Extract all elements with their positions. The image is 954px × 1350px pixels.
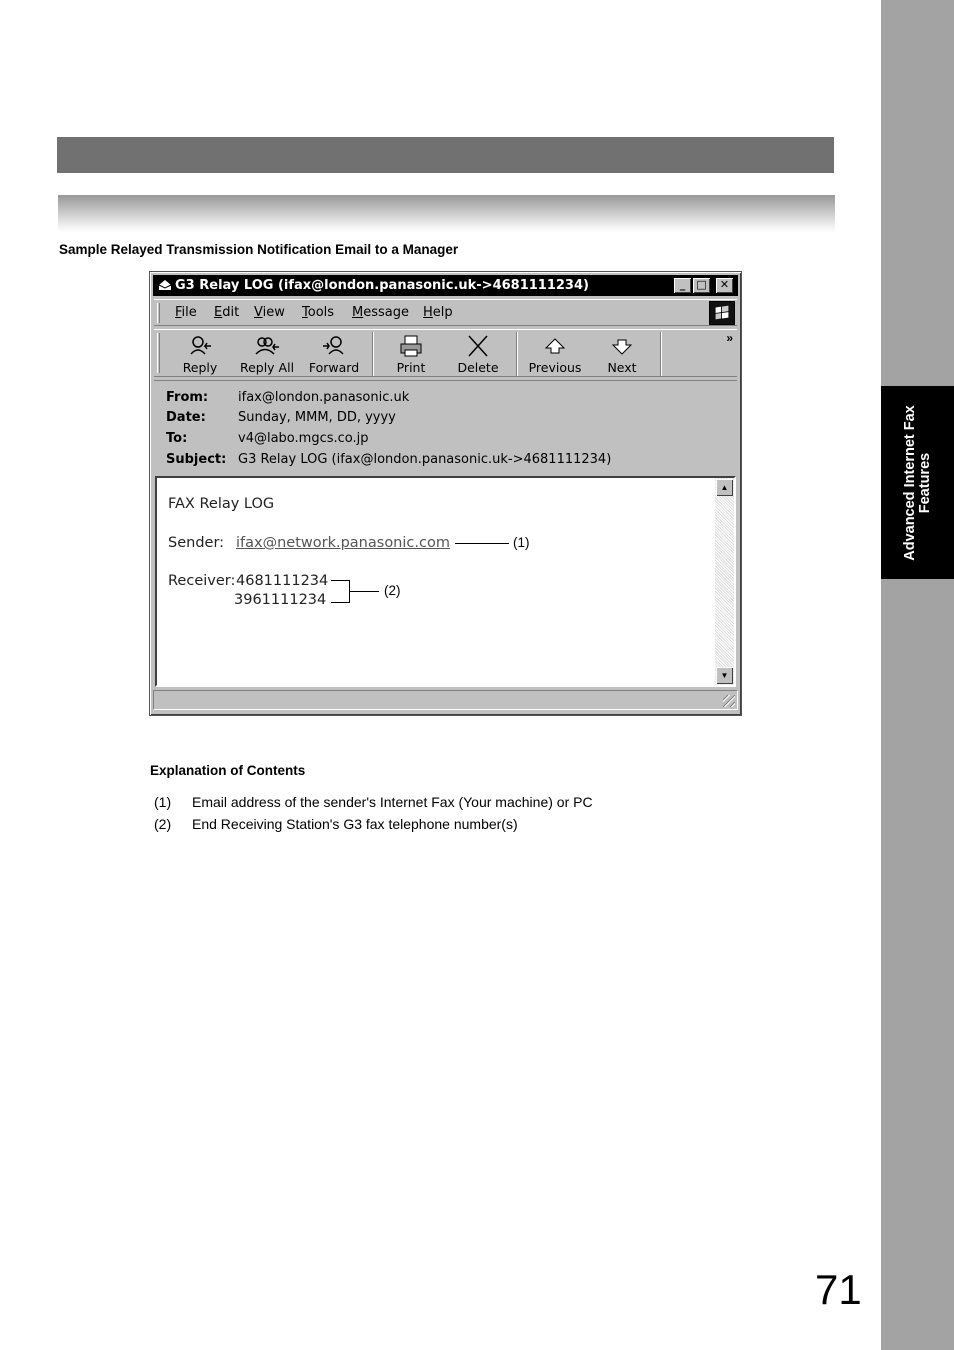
next-button[interactable] bbox=[587, 332, 657, 376]
section-tab bbox=[881, 386, 954, 579]
toolbar bbox=[154, 329, 737, 377]
vertical-scrollbar[interactable] bbox=[715, 478, 734, 685]
from-label: From: bbox=[166, 390, 209, 405]
receiver-number-1: 4681111234 bbox=[236, 573, 329, 589]
sender-label: Sender: bbox=[168, 535, 225, 551]
callout-1-line bbox=[455, 543, 509, 544]
callout-1: (1) bbox=[513, 535, 530, 550]
minimize-button[interactable]: _ bbox=[674, 278, 691, 293]
email-window bbox=[149, 271, 742, 716]
toolbar-separator bbox=[372, 332, 374, 376]
delete-button[interactable] bbox=[443, 332, 513, 376]
menu-view[interactable]: View bbox=[254, 305, 285, 320]
delete-label: Delete bbox=[457, 360, 499, 375]
receiver-number-2: 3961111234 bbox=[234, 592, 327, 608]
menu-grip bbox=[157, 303, 160, 323]
printer-icon bbox=[398, 334, 424, 358]
forward-button[interactable] bbox=[299, 332, 369, 376]
explanation-text: Email address of the sender's Internet Fax (Your machine) or PC bbox=[192, 794, 593, 810]
to-value: v4@labo.mgcs.co.jp bbox=[238, 431, 369, 446]
previous-label: Previous bbox=[528, 360, 582, 375]
subject-label: Subject: bbox=[166, 452, 227, 467]
header-bar bbox=[57, 137, 834, 173]
forward-icon bbox=[321, 334, 347, 358]
callout-2-bracket-bottom bbox=[331, 602, 350, 603]
explanation-text: End Receiving Station's G3 fax telephone number(s) bbox=[192, 816, 518, 832]
reply-all-label: Reply All bbox=[239, 360, 295, 375]
message-body[interactable] bbox=[155, 476, 736, 687]
menu-help[interactable]: Help bbox=[423, 305, 453, 320]
previous-button[interactable] bbox=[520, 332, 590, 376]
page-number: 71 bbox=[815, 1266, 862, 1313]
up-arrow-icon bbox=[542, 334, 568, 358]
down-arrow-icon bbox=[609, 334, 635, 358]
menu-message[interactable]: Message bbox=[352, 305, 409, 320]
delete-x-icon bbox=[465, 334, 491, 358]
message-headers bbox=[154, 380, 737, 474]
print-label: Print bbox=[396, 360, 426, 375]
explanation-number: (1) bbox=[154, 794, 172, 810]
resize-grip-icon[interactable] bbox=[723, 695, 735, 707]
callout-2-line bbox=[349, 591, 379, 592]
windows-flag-icon bbox=[710, 302, 734, 324]
window-titlebar bbox=[153, 275, 738, 296]
date-label: Date: bbox=[166, 410, 206, 425]
explanation-item bbox=[154, 794, 593, 810]
from-row bbox=[166, 390, 409, 405]
date-row bbox=[166, 410, 396, 425]
reply-icon bbox=[187, 334, 213, 358]
maximize-button[interactable]: □ bbox=[693, 278, 710, 293]
menu-tools[interactable]: Tools bbox=[302, 305, 335, 320]
subheader-bar bbox=[58, 195, 835, 233]
print-button[interactable] bbox=[376, 332, 446, 376]
menu-file[interactable]: File bbox=[175, 305, 197, 320]
status-bar bbox=[153, 690, 738, 710]
explanation-number: (2) bbox=[154, 816, 172, 832]
to-label: To: bbox=[166, 431, 188, 446]
windows-logo-icon bbox=[709, 301, 735, 325]
menu-edit[interactable]: Edit bbox=[214, 305, 240, 320]
sender-email-link[interactable]: ifax@network.panasonic.com bbox=[236, 535, 450, 551]
reply-all-icon bbox=[254, 334, 280, 358]
reply-label: Reply bbox=[182, 360, 218, 375]
to-row bbox=[166, 431, 369, 446]
toolbar-separator bbox=[660, 332, 662, 376]
subject-value: G3 Relay LOG (ifax@london.panasonic.uk->4681111234) bbox=[238, 452, 612, 467]
body-heading: FAX Relay LOG bbox=[168, 496, 275, 512]
scroll-up-arrow-icon[interactable]: ▲ bbox=[716, 479, 733, 496]
section-tab-label: Advanced Internet Fax Features bbox=[901, 404, 933, 561]
menu-bar bbox=[154, 299, 737, 326]
subject-row bbox=[166, 452, 611, 467]
explanation-item bbox=[154, 816, 518, 832]
figure-caption: Sample Relayed Transmission Notification Email to a Manager bbox=[59, 242, 459, 257]
scroll-down-arrow-icon[interactable]: ▼ bbox=[716, 667, 733, 684]
callout-2-bracket-top bbox=[331, 580, 350, 581]
window-title: G3 Relay LOG (ifax@london.panasonic.uk->4681111234) bbox=[175, 278, 589, 293]
envelope-icon bbox=[158, 279, 172, 291]
close-button[interactable]: ✕ bbox=[716, 278, 733, 293]
forward-label: Forward bbox=[308, 360, 360, 375]
from-value: ifax@london.panasonic.uk bbox=[238, 390, 410, 405]
reply-button[interactable] bbox=[165, 332, 235, 376]
date-value: Sunday, MMM, DD, yyyy bbox=[238, 410, 396, 425]
next-label: Next bbox=[607, 360, 637, 375]
side-strip bbox=[881, 0, 954, 1350]
explanation-heading: Explanation of Contents bbox=[150, 763, 306, 778]
callout-2: (2) bbox=[384, 583, 401, 598]
receiver-label: Receiver: bbox=[168, 573, 236, 589]
toolbar-more-chevron-icon[interactable]: » bbox=[726, 331, 733, 345]
reply-all-button[interactable] bbox=[232, 332, 302, 376]
toolbar-grip bbox=[157, 333, 160, 373]
toolbar-separator bbox=[516, 332, 518, 376]
